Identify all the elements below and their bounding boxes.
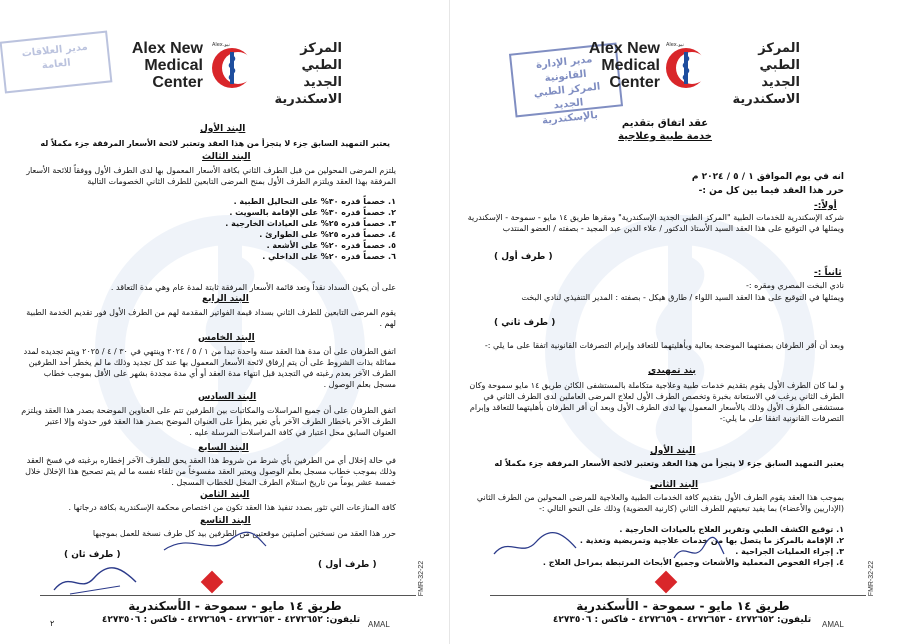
logo-ar-line: الطبي الجديد	[759, 58, 800, 90]
contract-page-1	[450, 0, 900, 644]
page-number: ٢	[50, 619, 55, 628]
footer-address: طريق ١٤ مايو - سموحة - الأسكندرية	[576, 599, 790, 613]
logo-en-line: Medical	[144, 57, 203, 74]
form-code: FMR-32-22	[868, 560, 876, 597]
discount-item: ٥. خصماً قدره ٢٠% على الأشعة .	[266, 241, 396, 250]
logo-ar-line: المركز	[758, 41, 800, 56]
clause7-title: البند السابع	[198, 443, 249, 453]
contract-parties-intro: حرر هذا العقد فيما بين كل من :-	[698, 186, 844, 196]
footer-phones: تليفون: ٤٢٧٢٦٥٢ - ٤٢٧٢٦٥٣ - ٤٢٧٢٦٥٩ - فاكس : ٤٢٧٣٥٠٦	[552, 615, 812, 625]
logo-ar-line: المركز	[300, 41, 342, 56]
amal-mark: AMAL	[368, 620, 390, 629]
second-party-text2: ويمثلها في التوقيع على هذا العقد السيد اللواء / طارق هيكل - بصفته : المدير التنفيذي لنادي البخت	[521, 293, 844, 302]
logo-ar-line: الاسكندرية	[732, 92, 800, 107]
clause1-title: البند الأول	[650, 446, 696, 456]
footer-diamond	[655, 571, 678, 594]
contract-date: انه في يوم الموافق ١ / ٥ / ٢٠٢٤ م	[691, 172, 844, 182]
footer-phones: تليفون: ٤٢٧٢٦٥٢ - ٤٢٧٢٦٥٣ - ٤٢٧٢٦٥٩ - فاكس : ٤٢٧٣٥٠٦	[101, 615, 361, 625]
clause5-title: البند الخامس	[198, 333, 255, 343]
clause9-text: حرر هذا العقد من نسختين أصليتين موقعتين من الطرفين بيد كل طرف نسخة للعمل بموجبها	[92, 529, 396, 538]
clause6-title: البند السادس	[198, 392, 257, 402]
service-item: ٤. إجراء الفحوص المعملية والأشعات وجميع الأبحاث المرتبطة بمراحل العلاج .	[542, 558, 844, 567]
logo-arabic	[720, 40, 800, 108]
party1-label: ( طرف أول )	[318, 560, 377, 570]
capacity-text: وبعد أن أقر الطرفان بصفتهما الموضحة بعالية وبأهليتهما للتعاقد وإبرام التصرفات القانونية اتفقا على ما يلي :-	[484, 341, 844, 350]
second-party-text: نادي البخت المصري ومقره :-	[745, 281, 844, 290]
clause5-text: اتفق الطرفان على أن مدة هذا العقد سنة واحدة تبدأ من ١ / ٥ / ٢٠٢٤ وينتهي في ٣٠ / ٤ / ٢٠٢٥ ويتم تجديده لمدد مماثلة بذات الشروط على أن يتم إرفاق لائحة الأسعار المعمول بها عند كل تجديد وذلك ما لم يخطر أحد الطرفين الطرف الآخر بعدم رغبته في التجديد قبل انتهاء مدة العقد أو أي مدة مجددة بشهر على الأقل بموجب خطاب مسجل بعلم الوصول .	[23, 347, 396, 389]
preamble-title: بند تمهيدي	[648, 366, 696, 376]
discount-list	[200, 196, 396, 262]
logo-english	[113, 40, 203, 91]
left-page-stamp	[0, 30, 112, 93]
stamp-text: مدير العلاقات العامة	[21, 41, 89, 72]
clause8-text: كافة المنازعات التي تثور بصدد تنفيذ هذا العقد تكون من اختصاص محكمة الإسكندرية بكافة درجاتها .	[68, 503, 396, 512]
stamp-line: مدير الإدارة القانونية	[535, 54, 593, 85]
contract-subtitle: خدمة طبية وعلاجية	[618, 131, 712, 142]
party1-signature	[160, 528, 270, 558]
service-item: ١. توقيع الكشف الطبي وتقرير العلاج بالعيادات الخارجية .	[619, 525, 844, 534]
logo-en-line: Alex New	[131, 40, 203, 57]
discount-item: ٦. خصماً قدره ٢٠% على الداخلي .	[262, 252, 396, 261]
party1-label: ( طرف أول )	[494, 252, 553, 262]
footer-address: طريق ١٤ مايو - سموحة - الأسكندرية	[128, 599, 342, 613]
stamp-line: المركز الطبي الجديد	[533, 81, 601, 112]
discount-item: ٤. خصماً قدره ٢٥% على الطوارئ .	[259, 230, 396, 239]
form-code: FMR-32-22	[418, 560, 426, 597]
amal-mark: AMAL	[822, 620, 844, 629]
clause2-title: البند الثاني	[650, 480, 699, 490]
service-item: ٢. الإقامة بالمركز ما يتصل بها من خدمات علاجية وتمريضية وتغذية .	[579, 536, 844, 545]
clause9-title: البند التاسع	[200, 516, 251, 526]
party2-signature	[50, 560, 140, 600]
footer-rule	[40, 595, 416, 596]
contract-title: عقد اتفاق بتقديم	[621, 118, 709, 129]
second-party-label: ثانياً :-	[814, 268, 842, 278]
crescent-logo-icon	[662, 36, 710, 100]
logo-arabic	[262, 40, 342, 108]
logo-en-line: Center	[152, 74, 203, 91]
clause7-text: في حالة إخلال أي من الطرفين بأي شرط من شروط هذا العقد يحق للطرف الآخر إخطاره برغبته في فسخ العقد وذلك بموجب خطاب مسجل بعلم الوصول ويعتبر العقد مفسوخاً من تلقاء نفسه ما لم يتم تصحيح هذا الإخلال خلال خمسة عشر يوماً من تاريخ استلام الطرف المخل للخطاب المسجل .	[25, 456, 396, 487]
crescent-logo-icon	[208, 36, 256, 100]
logo-ar-line: الطبي الجديد	[301, 58, 342, 90]
discount-item: ٢. خصماً قدره ٣٠% على الإقامة بالسويت .	[229, 208, 396, 217]
clause4-title: البند الرابع	[202, 294, 249, 304]
logo-english	[580, 40, 660, 91]
clause1-text: يعتبر التمهيد السابق جزء لا يتجزأ من هذا العقد وتعتبر لائحة الأسعار المرفقة جزء مكملاً له	[494, 459, 844, 468]
logo-caption: Alex.نيو	[212, 42, 230, 48]
discount-tail: على أن يكون السداد نقداً وتعد قائمة الأسعار المرفقة ثابتة لمدة عام وهي مدة التعاقد .	[110, 283, 396, 292]
logo-ar-line: الاسكندرية	[274, 92, 342, 107]
clause1-title: البند الأول	[200, 124, 246, 134]
footer-diamond	[201, 571, 224, 594]
service-item: ٣. إجراء العمليات الجراحية .	[735, 547, 844, 556]
first-party-text: شركة الإسكندرية للخدمات الطبية "المركز الطبي الجديد الإسكندرية" ومقرها طريق ١٤ مايو - سموحة - الإسكندرية ويمثلها في التوقيع على هذا العقد السيد الأستاذ الدكتور / علاء الدين عبد المجيد - بصفته / العضو المنتدب	[467, 213, 844, 233]
clause4-text: يقوم المرضى التابعين للطرف الثاني بسداد قيمة الفواتير المقدمة لهم من الطرف الأول فور تقديم الخدمة الطبية لهم .	[26, 308, 396, 328]
clause8-title: البند الثامن	[200, 490, 250, 500]
footer-rule	[490, 595, 866, 596]
preamble-text: و لما كان الطرف الأول يقوم بتقديم خدمات طبية وعلاجية متكاملة بالمستشفى الكائن طريق ١٤ مايو سموحة وكان الطرف الثاني يرغب في الاستعانة بخبرة وتخصص الطرف الأول لعلاج المرضى العاملين لدى الطرف الثاني في مستشفى الطرف الأول وذلك بالأسعار المعمول بها لدى الطرف الأول وبعد أن أقر الطرفان بأهليتهما للتعاقد وإبرام التصرفات القانونية اتفقا على ما يلي:-	[469, 381, 844, 423]
party2-signature	[490, 528, 580, 564]
party2-label: ( طرف ثان )	[64, 550, 121, 560]
stamp-line: بالإسكندرية	[541, 109, 599, 127]
discount-item: ٣. خصماً قدره ٢٥% على العيادات الخارجية .	[225, 219, 396, 228]
logo-caption: Alex.نيو	[666, 42, 684, 48]
first-party-label: أولاً:-	[814, 201, 837, 211]
clause2-text: بموجب هذا العقد يقوم الطرف الأول بتقديم كافة الخدمات الطبية والعلاجية للمرضى المحولين من الطرف الثاني (الإداريين والأعضاء) بما يفيد تبعيتهم للطرف الثاني (كارنية العضوية) وذلك على النحو التالي :-	[476, 493, 844, 513]
clause3-title: البند الثالث	[202, 152, 251, 162]
logo-en-line: Center	[609, 74, 660, 91]
party1-signature	[668, 534, 728, 568]
clause6-text: اتفق الطرفان على أن جميع المراسلات والمكاتبات بين الطرفين تتم على العناوين الموضحة بصدر هذا العقد ويلتزم الطرف الآخر باخطار الطرف الآخر بأي تغير يطرأ على العنوان الموضح بصدر هذا العقد فور حدوثه وإلا اعتبر العنوان السابق محل اعتبار في كافة المراسلات المرسلة عليه .	[21, 406, 396, 437]
party2-label: ( طرف ثاني )	[494, 318, 556, 328]
discount-item: ١. خصماً قدره ٣٠% على التحاليل الطبية .	[233, 197, 396, 206]
clause3-text: يلتزم المرضى المحولين من قبل الطرف الثاني بكافة الأسعار المعمول بها لدى الطرف الأول ووفقاً للائحة الأسعار المرفقة بهذا العقد ويلتزم الطرف الأول بمنح المرضى التابعين للطرف الثاني الخصومات التالية	[26, 166, 396, 186]
logo-en-line: Medical	[601, 57, 660, 74]
logo-en-line: Alex New	[588, 40, 660, 57]
clause1-text: يعتبر التمهيد السابق جزء لا يتجزأ من هذا العقد وتعتبر لائحة الأسعار المرفقة جزء مكملاً له	[40, 139, 390, 148]
